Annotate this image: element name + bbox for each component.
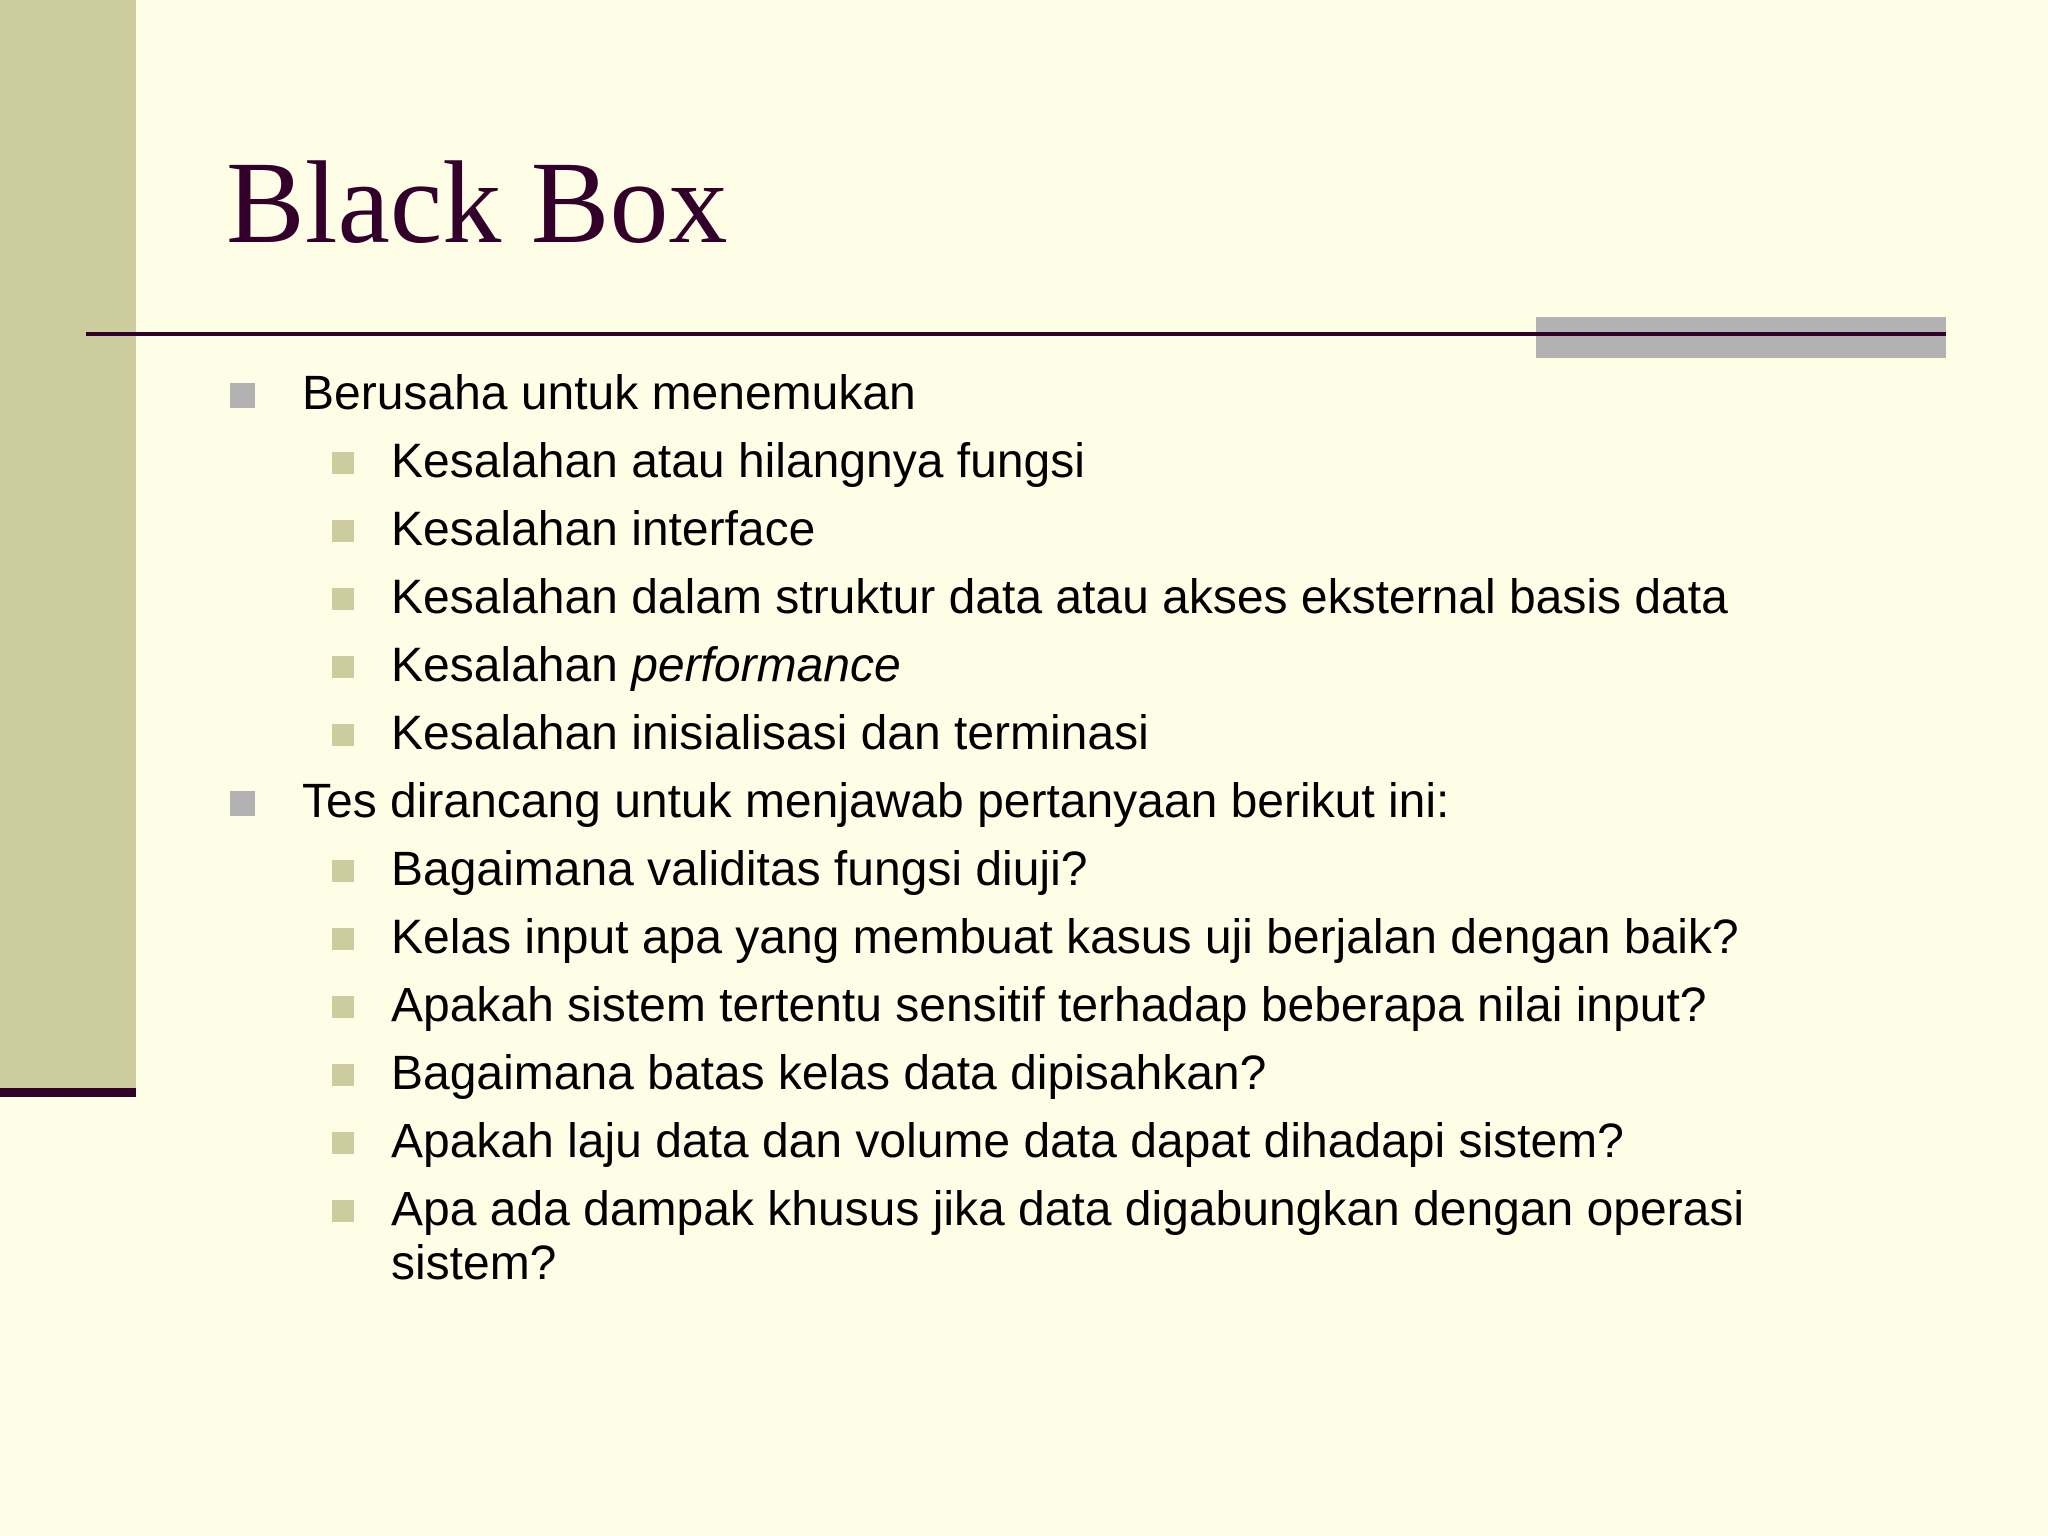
bullet-text: Tes dirancang untuk menjawab pertanyaan berikut ini: (302, 775, 1450, 828)
sub-bullet-text: Kesalahan atau hilangnya fungsi (391, 435, 1085, 488)
square-bullet-icon (332, 1064, 354, 1086)
sub-bullet-text: Bagaimana validitas fungsi diuji? (391, 843, 1088, 896)
sub-bullet-item (0, 428, 2048, 496)
sub-bullet-item (0, 904, 2048, 972)
sub-bullet-text: Kesalahan interface (391, 503, 816, 556)
bullet-text: Berusaha untuk menemukan (302, 367, 916, 420)
square-bullet-icon (332, 588, 354, 610)
square-bullet-icon (332, 928, 354, 950)
title-rule-accent-line (1536, 332, 1946, 336)
square-bullet-icon (332, 724, 354, 746)
sub-bullet-item (0, 836, 2048, 904)
sub-bullet-text: Kesalahan inisialisasi dan terminasi (391, 707, 1149, 760)
square-bullet-icon (332, 1200, 354, 1222)
sub-bullet-text: Apakah sistem tertentu sensitif terhadap beberapa nilai input? (391, 979, 1707, 1032)
sub-bullet-emphasis: performance (631, 639, 901, 692)
bullet-item (0, 360, 2048, 428)
sub-bullet-text: Apakah laju data dan volume data dapat dihadapi sistem? (391, 1115, 1624, 1168)
sub-bullet-text-prefix: Kesalahan (391, 639, 632, 692)
sub-bullet-item (0, 1040, 2048, 1108)
sub-bullet-text: Apa ada dampak khusus jika data digabungkan dengan operasi sistem? (391, 1183, 1744, 1290)
slide-title: Black Box (226, 137, 728, 268)
square-bullet-icon (230, 383, 255, 408)
square-bullet-icon (230, 791, 255, 816)
sub-bullet-item (0, 972, 2048, 1040)
title-rule-accent (1536, 317, 1946, 358)
square-bullet-icon (332, 1132, 354, 1154)
sub-bullet-item (0, 632, 2048, 700)
sub-bullet-text: Kelas input apa yang membuat kasus uji berjalan dengan baik? (391, 911, 1739, 964)
square-bullet-icon (332, 452, 354, 474)
sub-bullet-text: Kesalahan dalam struktur data atau akses eksternal basis data (391, 571, 1728, 624)
bullet-item (0, 768, 2048, 836)
sub-bullet-item (0, 1176, 1851, 1291)
square-bullet-icon (332, 520, 354, 542)
square-bullet-icon (332, 656, 354, 678)
square-bullet-icon (332, 860, 354, 882)
sub-bullet-item (0, 564, 2048, 632)
sub-bullet-text: Bagaimana batas kelas data dipisahkan? (391, 1047, 1267, 1100)
sub-bullet-item (0, 496, 2048, 564)
bullet-list (0, 360, 2048, 1291)
sub-bullet-item (0, 700, 2048, 768)
sub-bullet-item (0, 1108, 2048, 1176)
square-bullet-icon (332, 996, 354, 1018)
